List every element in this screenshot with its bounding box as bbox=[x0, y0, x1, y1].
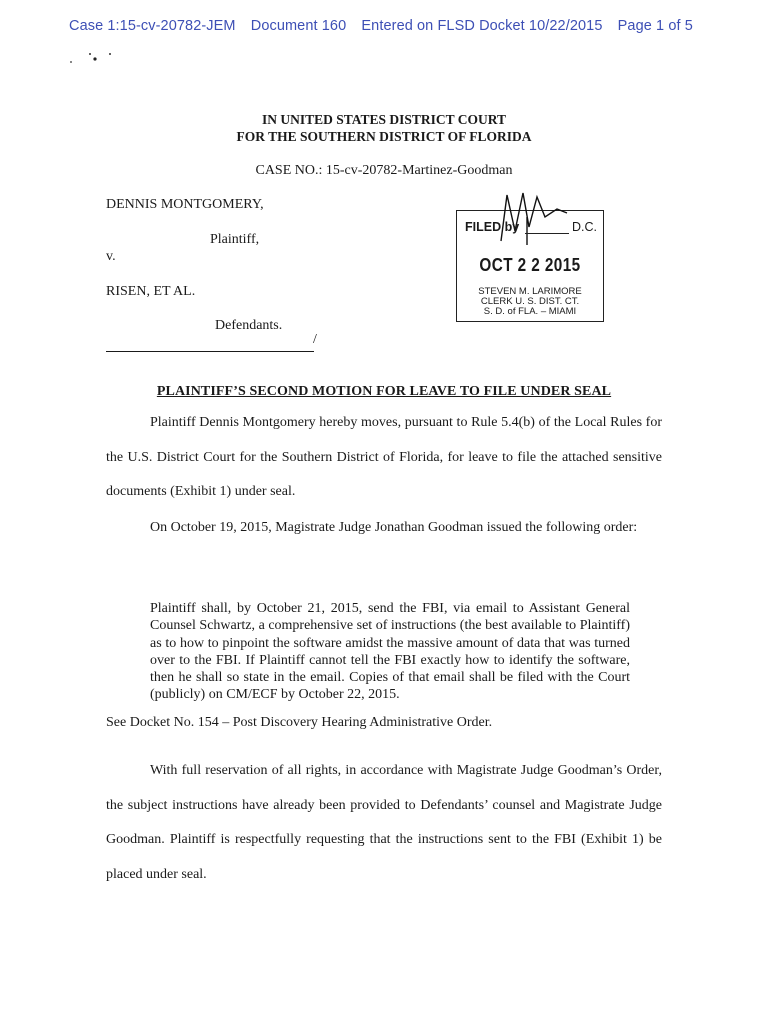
docket-entered-date: Entered on FLSD Docket 10/22/2015 bbox=[361, 18, 603, 34]
stamp-clerk-location: S. D. of FLA. – MIAMI bbox=[483, 306, 577, 317]
block-quote-order: Plaintiff shall, by October 21, 2015, send the FBI, via email to Assistant General Counsel Schwartz, a comprehensive set of instructions (the best available to Plaintiff) as to how to pinpoint the software amidst the massive amount of data that was turned over to the FBI. If Plaintiff cannot tell the FBI exactly how to identify the software, then he shall so state in the email. Copies of that email shall be filed with the Court (publicly) on CM/ECF by October 22, 2015. bbox=[150, 601, 630, 703]
filed-stamp bbox=[456, 210, 604, 322]
versus-label: v. bbox=[106, 249, 116, 264]
stamp-signature-line bbox=[525, 233, 569, 234]
court-name-line1: IN UNITED STATES DISTRICT COURT bbox=[261, 112, 507, 127]
plaintiff-role: Plaintiff, bbox=[210, 232, 260, 247]
defendant-name: RISEN, ET AL. bbox=[106, 284, 196, 299]
docket-header bbox=[69, 18, 704, 34]
paragraph-1-text: Plaintiff Dennis Montgomery hereby moves, pursuant to Rule 5.4(b) of the Local Rules for the U.S. District Court for the Southern District of Florida, for leave to file the attached sensitive documents (Exhibit 1) under seal. bbox=[106, 415, 662, 499]
stamp-date: OCT 2 2 2015 bbox=[479, 255, 581, 275]
motion-title: PLAINTIFF’S SECOND MOTION FOR LEAVE TO FILE UNDER SEAL bbox=[156, 384, 612, 399]
docket-reference: See Docket No. 154 – Post Discovery Hearing Administrative Order. bbox=[106, 715, 493, 730]
scan-artifact-marks bbox=[66, 48, 126, 68]
paragraph-2 bbox=[106, 511, 662, 546]
paragraph-3 bbox=[106, 754, 662, 892]
plaintiff-name: DENNIS MONTGOMERY, bbox=[106, 197, 264, 212]
stamp-clerk-block bbox=[457, 287, 603, 317]
paragraph-3-text: With full reservation of all rights, in accordance with Magistrate Judge Goodman’s Order, the subject instructions have already been provided to Defendants’ counsel and Magistrate Judge Goodman. Plaintiff is respectfully requesting that the instructions sent to the FBI (Exhibit 1) be placed under seal. bbox=[106, 763, 662, 882]
docket-document-number: Document 160 bbox=[250, 18, 347, 34]
case-number: CASE NO.: 15-cv-20782-Martinez-Goodman bbox=[255, 163, 513, 178]
stamp-clerk-office: CLERK U. S. DIST. CT. bbox=[480, 296, 580, 307]
stamp-filed-by-label: FILED by bbox=[465, 220, 520, 234]
stamp-clerk-name: STEVEN M. LARIMORE bbox=[478, 286, 582, 297]
court-name-line2: FOR THE SOUTHERN DISTRICT OF FLORIDA bbox=[236, 129, 532, 144]
clerk-signature-scribble bbox=[497, 187, 597, 247]
caption-underline bbox=[106, 339, 314, 352]
paragraph-2-text: On October 19, 2015, Magistrate Judge Jonathan Goodman issued the following order: bbox=[150, 520, 638, 535]
docket-case-number: Case 1:15-cv-20782-JEM bbox=[69, 18, 236, 34]
paragraph-1 bbox=[106, 406, 662, 510]
docket-page-number: Page 1 of 5 bbox=[617, 18, 693, 34]
defendant-role: Defendants. bbox=[215, 318, 283, 333]
caption-slash: / bbox=[313, 332, 317, 347]
court-caption bbox=[0, 111, 768, 145]
stamp-dc-label: D.C. bbox=[572, 220, 597, 234]
